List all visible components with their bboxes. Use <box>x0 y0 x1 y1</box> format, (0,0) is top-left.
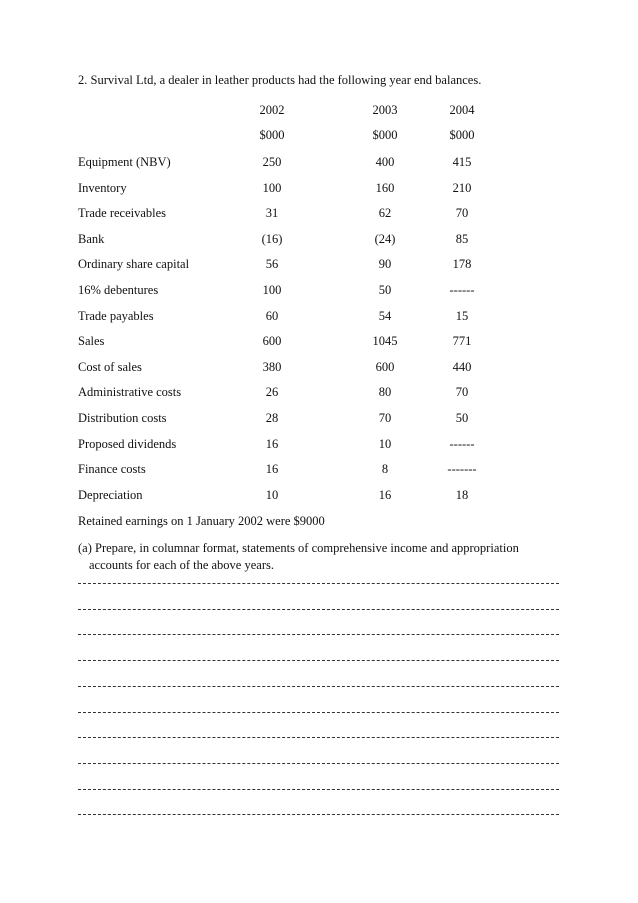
row-label: Equipment (NBV) <box>78 155 171 169</box>
value-2002: 16 <box>265 436 279 451</box>
table-row <box>0 232 638 248</box>
value-2003: 10 <box>378 436 392 451</box>
row-label: Distribution costs <box>78 411 167 425</box>
year-2004-header: 2004 <box>449 103 475 117</box>
year-2002-header: 2002 <box>259 103 285 117</box>
row-label: Proposed dividends <box>78 436 177 451</box>
table-row <box>0 488 638 504</box>
value-2004: 50 <box>455 411 469 425</box>
value-2004: 18 <box>455 487 469 502</box>
value-2003: (24) <box>374 231 396 246</box>
value-2004: 440 <box>452 359 472 374</box>
year-2003-header: 2003 <box>372 103 398 117</box>
value-2002: (16) <box>261 231 283 246</box>
value-2004: 70 <box>455 385 469 400</box>
value-2002: 100 <box>262 180 282 195</box>
value-2003: 80 <box>378 385 392 400</box>
value-2004: 15 <box>455 308 469 323</box>
value-2002: 28 <box>265 411 279 425</box>
value-2002: 16 <box>265 462 279 477</box>
unit-2004-header: $000 <box>449 128 475 142</box>
value-2004: 771 <box>452 334 472 349</box>
table-row <box>0 411 638 427</box>
value-2004: 210 <box>452 180 472 195</box>
row-label: Trade receivables <box>78 206 167 221</box>
row-label: Inventory <box>78 180 127 195</box>
row-label: Bank <box>78 231 105 246</box>
value-2004: ------ <box>449 283 475 297</box>
value-2003: 600 <box>375 359 395 374</box>
answer-line[interactable] <box>78 609 559 610</box>
table-row <box>0 334 638 350</box>
answer-line[interactable] <box>78 634 559 635</box>
value-2002: 31 <box>265 206 279 221</box>
table-row <box>0 360 638 376</box>
value-2003: 160 <box>375 180 395 195</box>
answer-line[interactable] <box>78 763 559 764</box>
value-2003: 70 <box>378 411 392 425</box>
value-2003: 50 <box>378 283 392 297</box>
value-2002: 56 <box>265 257 279 272</box>
value-2003: 400 <box>375 155 395 169</box>
answer-line[interactable] <box>78 660 559 661</box>
year-header-row <box>0 103 638 119</box>
value-2004: 85 <box>455 231 469 246</box>
retained-earnings-note: Retained earnings on 1 January 2002 were $9000 <box>78 514 325 528</box>
value-2004: 70 <box>455 206 469 221</box>
answer-line[interactable] <box>78 712 559 713</box>
table-row <box>0 385 638 401</box>
unit-2003-header: $000 <box>372 128 398 142</box>
table-row <box>0 257 638 273</box>
table-row <box>0 181 638 197</box>
instruction-line-2: accounts for each of the above years. <box>89 558 274 572</box>
value-2004: ------- <box>447 462 477 477</box>
unit-header-row <box>0 128 638 144</box>
row-label: Trade payables <box>78 308 154 323</box>
question-text: 2. Survival Ltd, a dealer in leather products had the following year end balances. <box>78 73 482 87</box>
answer-line[interactable] <box>78 686 559 687</box>
instruction-line-1: (a) Prepare, in columnar format, statements of comprehensive income and appropriation <box>78 541 519 555</box>
table-row <box>0 462 638 478</box>
answer-line[interactable] <box>78 583 559 584</box>
value-2002: 60 <box>265 308 279 323</box>
unit-2002-header: $000 <box>259 128 285 142</box>
value-2004: 178 <box>452 257 472 272</box>
row-label: Sales <box>78 334 105 349</box>
row-label: Cost of sales <box>78 359 142 374</box>
value-2003: 54 <box>378 308 392 323</box>
table-row <box>0 206 638 222</box>
value-2004: ------ <box>449 436 475 451</box>
value-2004: 415 <box>452 155 472 169</box>
value-2003: 1045 <box>372 334 398 349</box>
value-2003: 8 <box>381 462 389 477</box>
value-2002: 380 <box>262 359 282 374</box>
table-row <box>0 437 638 453</box>
value-2002: 100 <box>262 283 282 297</box>
value-2003: 90 <box>378 257 392 272</box>
value-2002: 250 <box>262 155 282 169</box>
table-row <box>0 309 638 325</box>
table-row <box>0 283 638 299</box>
table-row <box>0 155 638 171</box>
value-2002: 26 <box>265 385 279 400</box>
value-2003: 62 <box>378 206 392 221</box>
row-label: Ordinary share capital <box>78 257 190 272</box>
value-2002: 10 <box>265 487 279 502</box>
answer-line[interactable] <box>78 737 559 738</box>
row-label: Depreciation <box>78 487 143 502</box>
row-label: Finance costs <box>78 462 146 477</box>
answer-line[interactable] <box>78 814 559 815</box>
row-label: Administrative costs <box>78 385 182 400</box>
value-2002: 600 <box>262 334 282 349</box>
value-2003: 16 <box>378 487 392 502</box>
answer-line[interactable] <box>78 789 559 790</box>
instruction-text <box>78 540 548 574</box>
row-label: 16% debentures <box>78 283 159 297</box>
